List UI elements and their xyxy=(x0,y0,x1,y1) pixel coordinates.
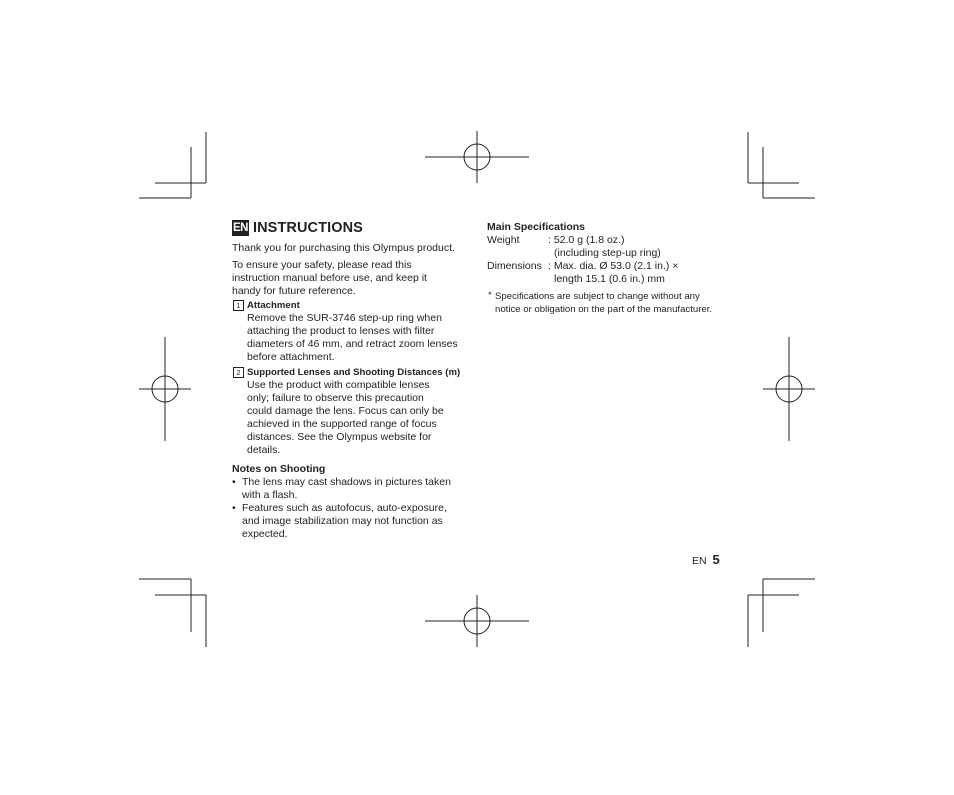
text-line: Specifications are subject to change without any xyxy=(495,291,700,302)
page-number: 5 xyxy=(712,552,720,567)
text-line: only; failure to observe this precaution xyxy=(247,392,424,404)
text-line: notice or obligation on the part of the manufacturer. xyxy=(495,303,713,315)
notes-bullet-2 xyxy=(242,502,447,541)
text-line: instruction manual before use, and keep it xyxy=(232,272,427,284)
text-line: Use the product with compatible lenses xyxy=(247,379,430,391)
spec-weight-label: Weight xyxy=(487,234,520,246)
text-line: Remove the SUR-3746 step-up ring when xyxy=(247,312,442,324)
text-line: The lens may cast shadows in pictures taken xyxy=(242,476,451,488)
bullet-mark: • xyxy=(232,476,236,488)
section-heading-supported-lenses: Supported Lenses and Shooting Distances (m) xyxy=(247,367,461,378)
text-line: handy for future reference. xyxy=(232,285,356,297)
page-footer xyxy=(692,553,720,568)
spec-weight-value: : 52.0 g (1.8 oz.) xyxy=(548,234,625,246)
section-heading-attachment: Attachment xyxy=(247,300,300,311)
text-line: attaching the product to lenses with filter xyxy=(247,325,435,337)
text-line: diameters of 46 mm, and retract zoom lenses xyxy=(247,338,458,350)
text-line: distances. See the Olympus website for xyxy=(247,431,432,443)
text-line: could damage the lens. Focus can only be xyxy=(247,405,444,417)
text-line: Features such as autofocus, auto-exposure, xyxy=(242,502,447,514)
page-title: INSTRUCTIONS xyxy=(252,220,363,236)
text-line: expected. xyxy=(242,528,288,540)
text-line: and image stabilization may not function as xyxy=(242,515,443,527)
notes-bullet-1 xyxy=(242,476,451,502)
section-body-attachment xyxy=(247,312,458,364)
intro-paragraph-1: Thank you for purchasing this Olympus product. xyxy=(232,242,455,254)
text-line: achieved in the supported range of focus xyxy=(247,418,437,430)
intro-paragraph-2 xyxy=(232,259,427,298)
section-number-box: 1 xyxy=(233,300,244,311)
notes-heading: Notes on Shooting xyxy=(232,463,326,475)
spec-footnote-mark: * xyxy=(488,290,492,301)
text-line: before attachment. xyxy=(247,351,335,363)
spec-weight-note: (including step-up ring) xyxy=(554,247,661,259)
spec-dimensions-label: Dimensions xyxy=(487,260,542,272)
page-heading xyxy=(232,220,363,236)
spec-dimensions-length: length 15.1 (0.6 in.) mm xyxy=(554,273,665,285)
text-line: with a flash. xyxy=(242,489,298,501)
footer-language: EN xyxy=(692,555,707,567)
section-number-box: 2 xyxy=(233,367,244,378)
language-badge: EN xyxy=(233,222,248,234)
bullet-mark: • xyxy=(232,502,236,514)
spec-footnote xyxy=(495,291,712,317)
text-line: To ensure your safety, please read this xyxy=(232,259,412,271)
section-body-supported-lenses xyxy=(247,379,444,457)
text-line: details. xyxy=(247,444,281,456)
specs-heading: Main Specifications xyxy=(487,221,586,233)
spec-dimensions-value: : Max. dia. Ø 53.0 (2.1 in.) × xyxy=(548,260,679,272)
